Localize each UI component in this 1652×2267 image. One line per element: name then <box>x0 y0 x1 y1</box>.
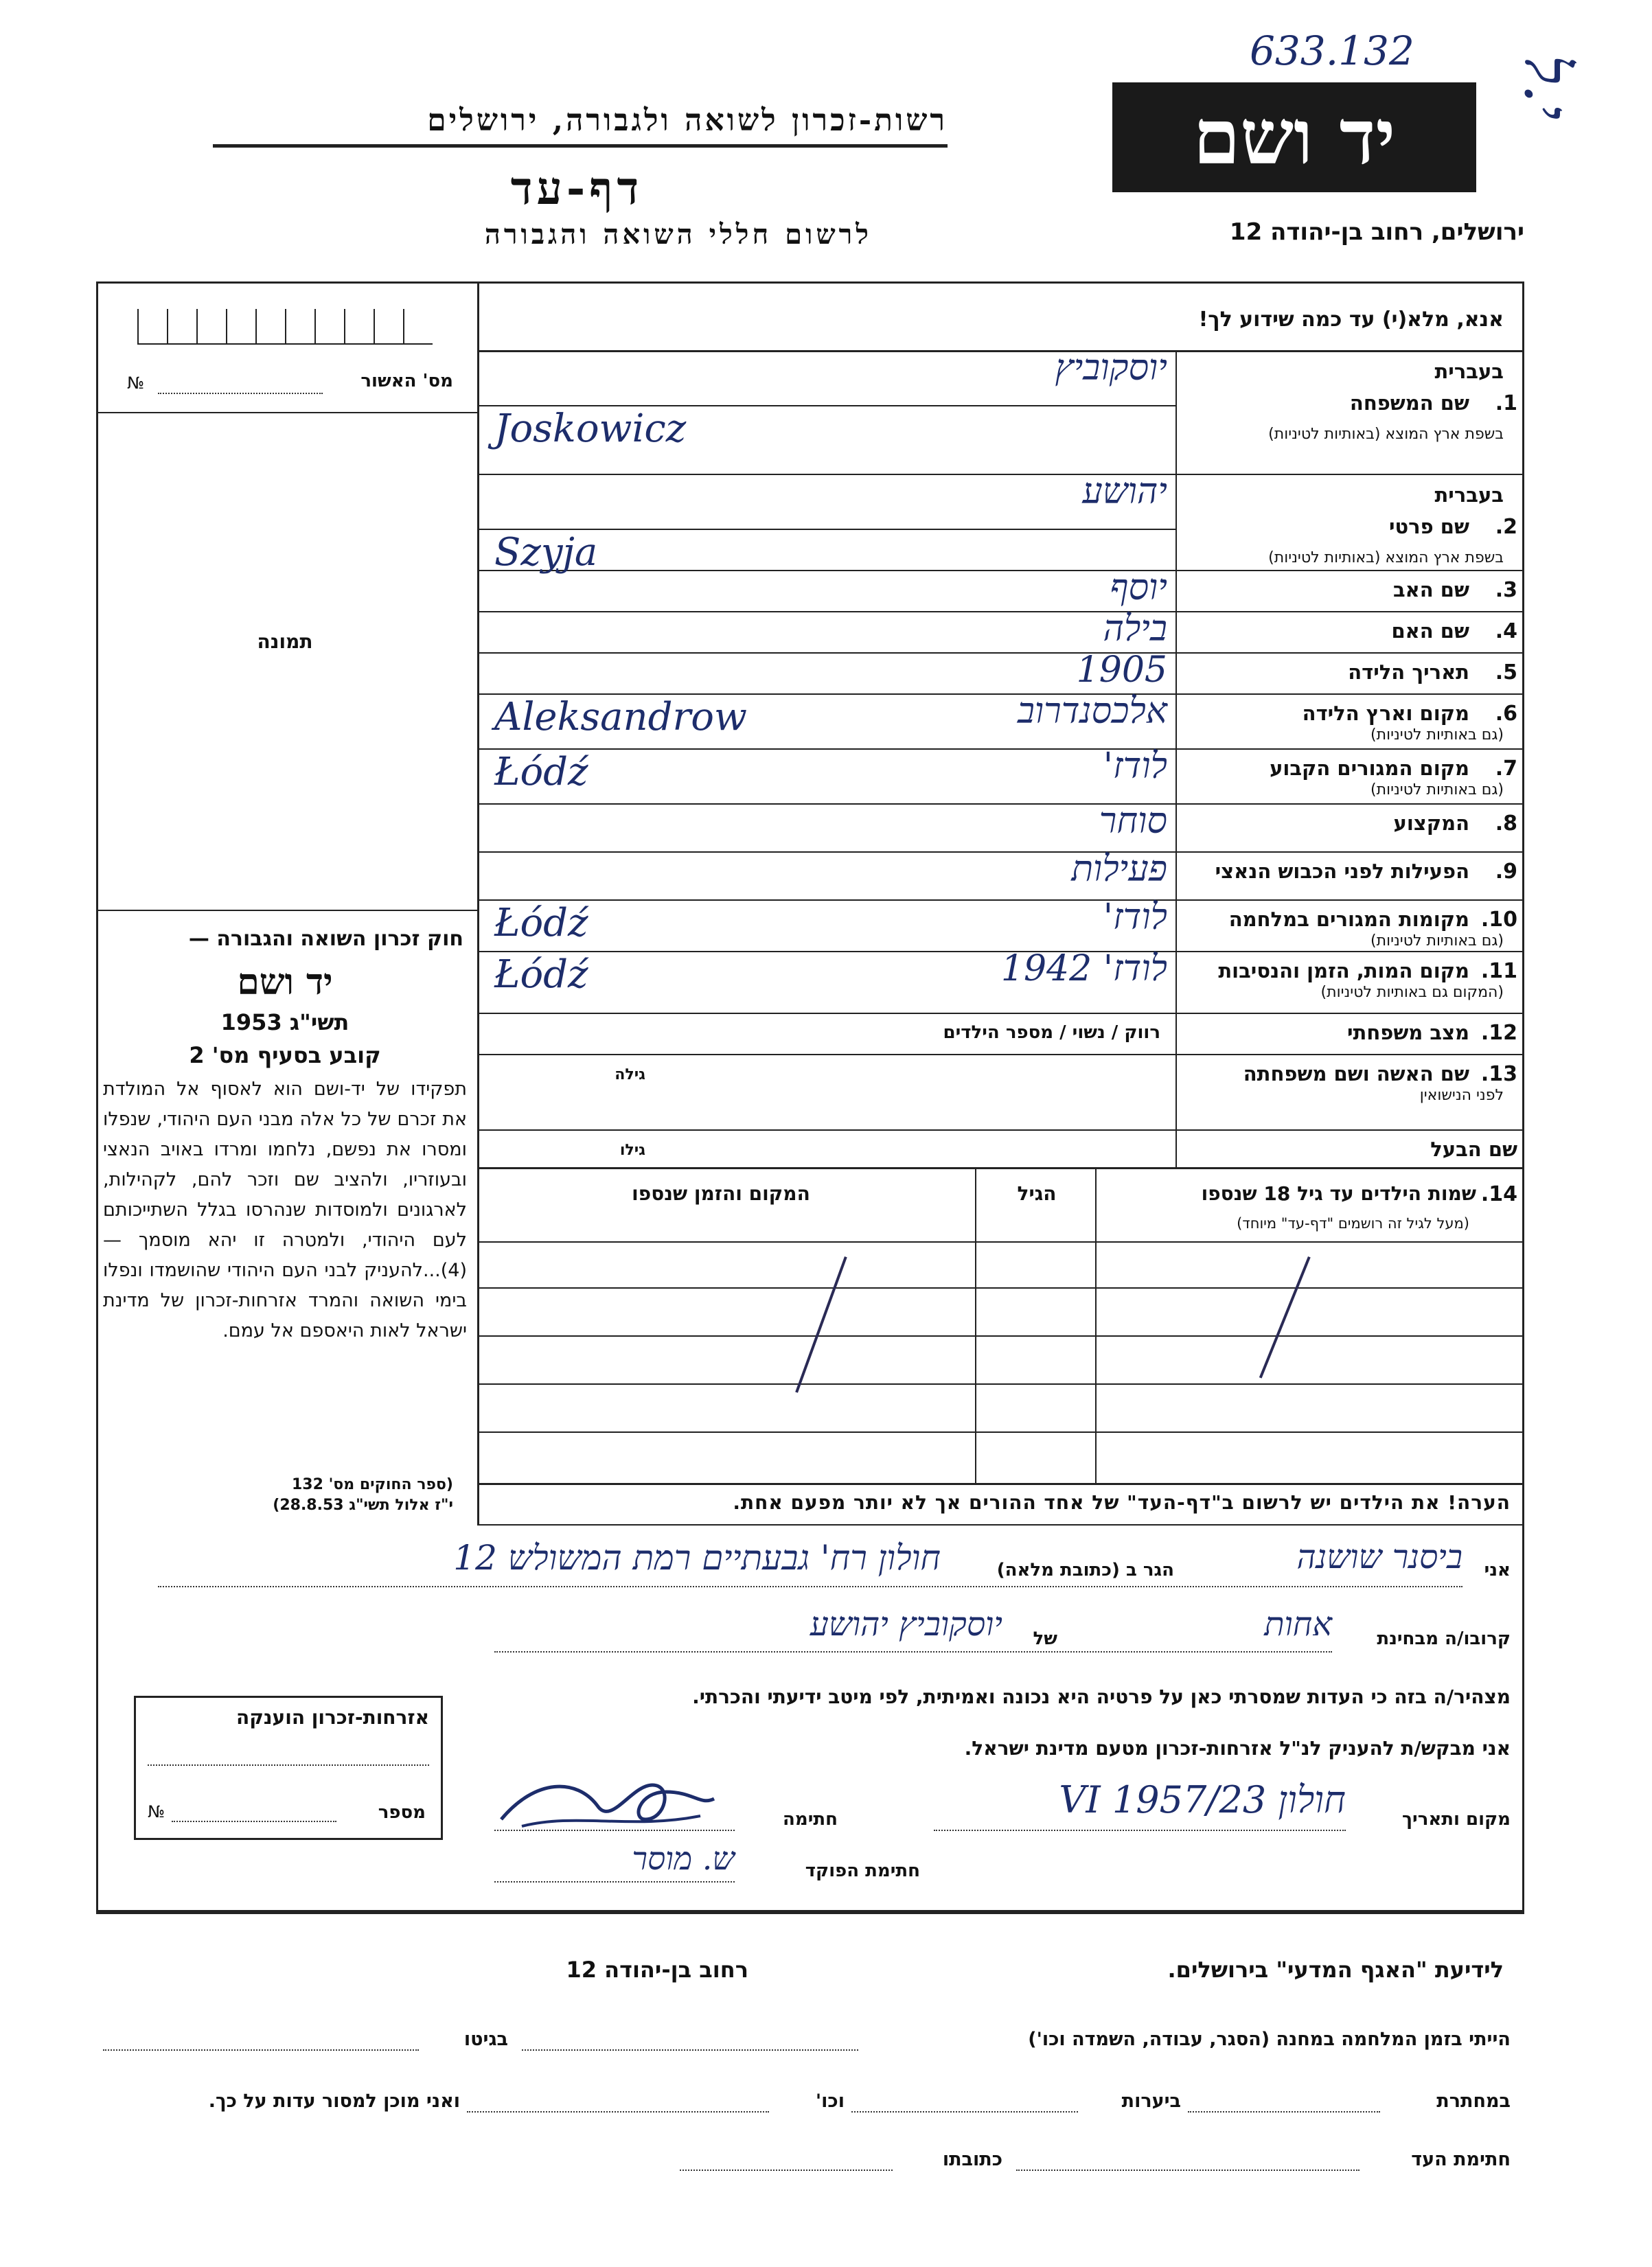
memorial-box-number-label: מספר <box>378 1802 426 1823</box>
declarant-name: ביסנר שושנה <box>1296 1538 1462 1576</box>
field-number: 5. <box>1495 660 1517 684</box>
field-sublabel: בשפת ארץ המוצא (באותיות לטיניות) <box>1268 426 1504 443</box>
field-sublabel: (גם באותיות לטיניות) <box>1370 781 1504 798</box>
law-clause: קובע בסעיף מס' 2 <box>189 1042 381 1068</box>
field-value: אלכסנדרוב <box>1017 691 1167 732</box>
field-number: 8. <box>1495 812 1517 836</box>
header-rule <box>213 144 948 148</box>
field-label: מקומות המגורים במלחמה <box>1228 908 1469 931</box>
declaration-statement: מצהיר/ה בזה כי העדות שמסרתי כאן על פרטיה היא נכונה ואמיתית, לפי מיטב ידיעתי והכרתי. <box>692 1685 1511 1708</box>
field-sublabel: (המקום גם באותיות לטיניות) <box>1320 984 1504 1001</box>
margin-mark: י.ל <box>1511 55 1583 120</box>
declarant-address: חולון רח' גבעתיים רמת המשולש 12 <box>453 1538 941 1578</box>
field-sublabel: לפני הנישואין <box>1419 1087 1504 1104</box>
field-number: 2. <box>1495 515 1517 539</box>
field-latin-value: Łódź <box>494 952 588 997</box>
form-subtitle: לרשום חללי השואה והגבורה <box>484 218 872 251</box>
declaration-prefix: אני <box>1484 1560 1511 1580</box>
field-label: המקצוע <box>1393 812 1469 835</box>
field-latin-value: Szyja <box>494 530 598 575</box>
field-sublabel: בשפת ארץ המוצא (באותיות לטיניות) <box>1268 549 1504 566</box>
children-age-header: הגיל <box>1017 1182 1057 1205</box>
footer-witness-address-label: כתובתו <box>942 2149 1002 2170</box>
label-column-divider <box>1175 350 1177 1167</box>
footer-underground-label: במחתרת <box>1436 2091 1511 2112</box>
field-age-label: גילו <box>619 1142 645 1159</box>
footer-witness-signature-label: חתימת העד <box>1411 2149 1511 2170</box>
children-note: הערה! את הילדים יש לרשום ב"דף-העד" של אחד ההורים אך לא יותר מפעם אחת. <box>733 1491 1511 1514</box>
law-year: תשי"ג 1953 <box>220 1009 349 1035</box>
place-date-value: חולון 23/VI 1957 <box>1059 1778 1346 1821</box>
field-sublabel: (גם באותיות לטיניות) <box>1370 726 1504 744</box>
field-value: יוסף <box>1110 567 1167 608</box>
field-label: מקום המות, הזמן והנסיבות <box>1218 959 1469 982</box>
declarant-signature <box>494 1764 721 1840</box>
field-latin-value: Łódź <box>494 750 588 794</box>
field-number: 10. <box>1480 908 1517 932</box>
law-name: יד ושם <box>237 961 333 1003</box>
relation-label: קרובו/ה מבחינת <box>1377 1629 1511 1649</box>
field-label: שם פרטי <box>1388 515 1469 538</box>
law-title: חוק זכרון השואה והגבורה — <box>188 927 463 951</box>
field-number: 6. <box>1495 702 1517 726</box>
field-value: בילה <box>1103 608 1167 649</box>
field-number: 3. <box>1495 578 1517 602</box>
field-sublabel: (גם באותיות לטיניות) <box>1370 932 1504 950</box>
field-number: 9. <box>1495 860 1517 884</box>
field-label: תאריך הלידה <box>1348 660 1469 684</box>
footer-willing-label: ואני מוכן למסור עדות על כך. <box>208 2091 460 2112</box>
footer-camp-label: הייתי בזמן המלחמה במחנה (הסגר, עבודה, השמדה וכו') <box>1028 2029 1511 2050</box>
form-title: דף-עד <box>510 161 643 215</box>
field-number: 7. <box>1495 757 1517 781</box>
instruction: אנא, מלא(י) עד כמה שידוע לך! <box>1198 308 1504 332</box>
field-value: רווק / נשוי / מספר הילדים <box>943 1022 1160 1043</box>
field-number: 11. <box>1480 959 1517 983</box>
field-label: שם האם <box>1391 619 1469 643</box>
place-date-label: מקום ותאריך <box>1402 1809 1511 1830</box>
relation-of-label: של <box>1033 1629 1057 1649</box>
footer-etc-label: וכו' <box>815 2091 845 2112</box>
institution-name: רשות-זכרון לשואה ולגבורה, ירושלים <box>427 103 948 138</box>
children-table-number: 14. <box>1480 1182 1517 1206</box>
field-value: לודז' <box>1103 746 1167 787</box>
field-number: 12. <box>1480 1021 1517 1045</box>
field-label: שם האב <box>1392 578 1469 601</box>
field-value: סוחר <box>1099 801 1167 842</box>
approval-no-label: № <box>127 373 144 393</box>
field-label: הפעילות לפני הכבוש הנאצי <box>1215 860 1469 883</box>
field-number: 13. <box>1480 1062 1517 1086</box>
field-value: יהושע <box>1082 471 1167 512</box>
field-number: 1. <box>1495 391 1517 415</box>
field-number: 4. <box>1495 619 1517 643</box>
field-latin-value: Joskowicz <box>494 406 687 451</box>
yad-vashem-logo: יד ושם <box>1112 82 1476 192</box>
field-hebrew-tag: בעברית <box>1434 483 1504 507</box>
declaration-address-label: הגר ב (כתובת מלאה) <box>996 1560 1174 1580</box>
field-value: לודז' <box>1103 897 1167 938</box>
children-place-header: המקום והזמן שנספו <box>632 1182 810 1205</box>
archive-number: 633.132 <box>1250 27 1414 74</box>
photo-label: תמונה <box>257 630 313 653</box>
footer-forests-label: ביערות <box>1121 2091 1181 2112</box>
approval-tick-boxes <box>137 309 433 345</box>
signature-label: חתימה <box>783 1809 838 1830</box>
field-latin-value: Łódź <box>494 901 588 945</box>
law-ref-date: י"ז אלול תשי"ג 28.8.53) <box>273 1497 453 1514</box>
victim-name: יוסקוביץ יהושע <box>810 1605 1002 1644</box>
field-value: פעילות <box>1071 849 1167 890</box>
children-names-subheader: (מעל לגיל זה רושמים "דף-עד" מיוחד) <box>1237 1215 1469 1232</box>
law-ref: (ספר החוקים מס' 132 <box>291 1476 453 1493</box>
field-label: שם הבעל <box>1430 1138 1517 1161</box>
field-label: מקום המגורים הקבוע <box>1270 757 1469 780</box>
declaration-request: אני מבקש/ת להעניק לנ"ל אזרחות-זכרון מטעם מדינת ישראל. <box>964 1737 1511 1760</box>
field-latin-value: Aleksandrow <box>494 695 747 739</box>
footer-ghetto-label: בגיטו <box>463 2029 508 2050</box>
field-label: שם המשפחה <box>1349 391 1469 415</box>
law-text: תפקידו של יד-ושם הוא לאסוף אל המולדת את זכרם של כל אלה מבני העם היהודי, שנפלו ומסרו את נפשם, נלחמו ומרדו באויב הנאצי ובעוזריו, ולהציב שם וזכר להם, לקהילות, לארגונים ולמוסדות שנהרסו בגלל השתייכותם לעם היהודי, ולמטרה זו יהא מוסמך — (4)...להעניק לבני העם היהודי שהושמדו ונפלו בימי השואה והמרד אזרחות-זכרון של מדינת ישראל לאות היאספם אל עמם. <box>103 1079 467 1342</box>
footer-title: לידיעת "האגף המדעי" בירושלים. <box>1167 1957 1504 1983</box>
field-label: מצב משפחתי <box>1346 1021 1469 1044</box>
left-panel-divider <box>477 281 479 1524</box>
children-names-header: שמות הילדים עד גיל 18 שנספו <box>1201 1182 1476 1205</box>
field-label: מקום וארץ הלידה <box>1302 702 1469 725</box>
footer-address: רחוב בן-יהודה 12 <box>566 1957 748 1983</box>
field-label: שם האשה ושם משפחתה <box>1243 1062 1469 1085</box>
memorial-box-title: אזרחות-זכרון הוענקה <box>236 1706 429 1729</box>
officer-signature: ש. מוסר <box>632 1840 735 1877</box>
header-address: ירושלים, רחוב בן-יהודה 12 <box>1229 218 1524 246</box>
approval-number-label: מס' האשור <box>360 371 453 391</box>
field-value: לודז' 1942 <box>1000 948 1167 989</box>
field-value: 1905 <box>1076 649 1167 691</box>
field-hebrew-tag: בעברית <box>1434 360 1504 383</box>
relation-value: אחות <box>1264 1605 1332 1644</box>
field-age-label: גילה <box>615 1066 645 1083</box>
officer-signature-label: חתימת הפוקד <box>805 1861 920 1881</box>
memorial-box-no: № <box>148 1802 165 1821</box>
field-value: יוסקוביץ <box>1055 347 1167 389</box>
